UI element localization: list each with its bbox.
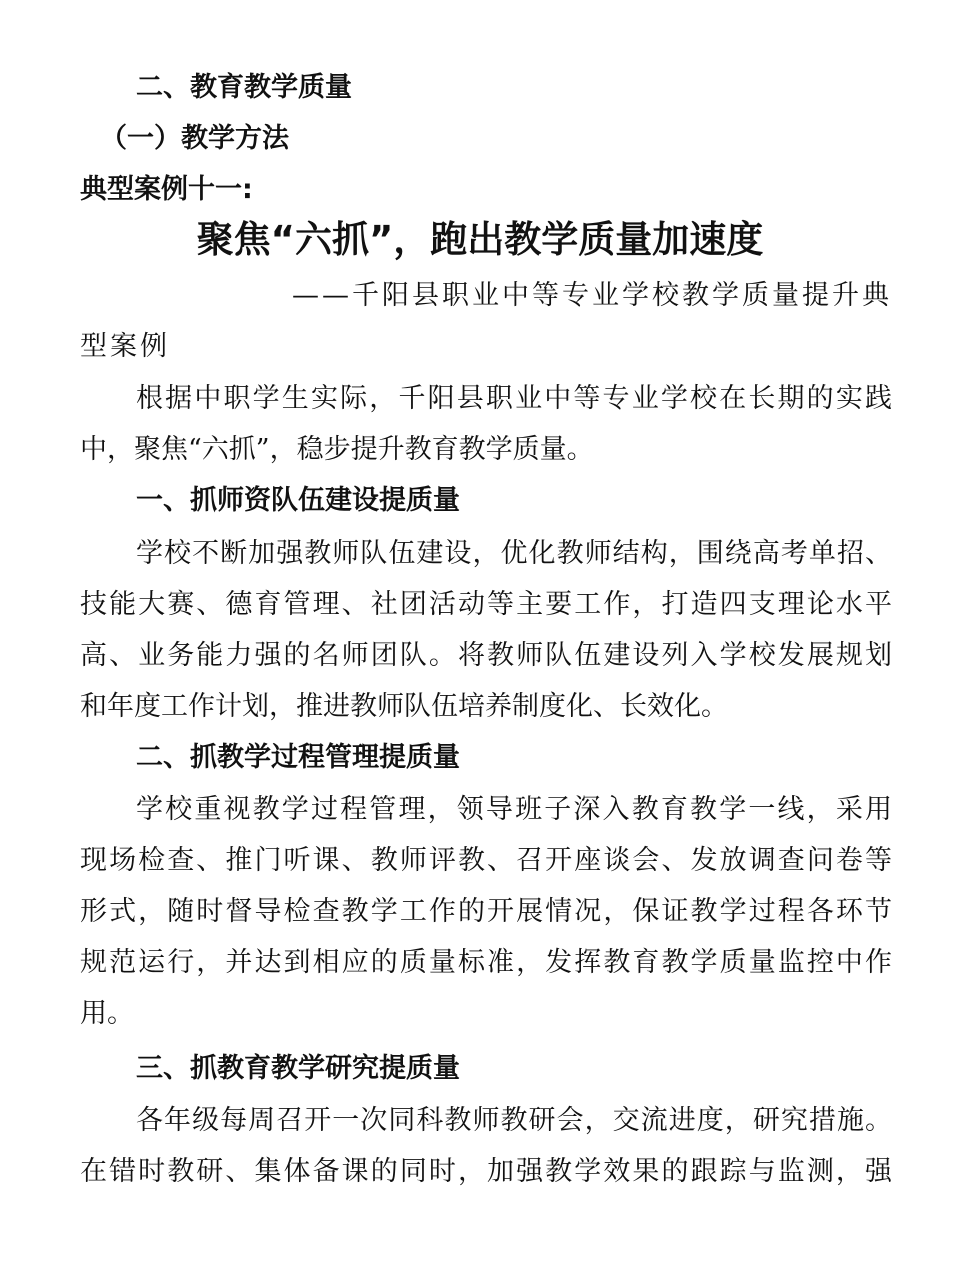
intro-line-2: 中，聚焦“六抓”，稳步提升教育教学质量。: [80, 434, 594, 465]
section1-line-2: 技能大赛、德育管理、社团活动等主要工作，打造四支理论水平: [80, 589, 892, 620]
case-label: 典型案例十一:: [80, 174, 253, 205]
subtitle-line-1: ——千阳县职业中等专业学校教学质量提升典: [292, 280, 892, 311]
section2-line-3: 形式，随时督导检查教学工作的开展情况，保证教学过程各环节: [80, 896, 892, 927]
section2-line-2: 现场检查、推门听课、教师评教、召开座谈会、发放调查问卷等: [80, 845, 892, 876]
section1-line-1: 学校不断加强教师队伍建设，优化教师结构，围绕高考单招、: [136, 538, 892, 569]
section1-line-4: 和年度工作计划，推进教师队伍培养制度化、长效化。: [80, 691, 728, 722]
section2-line-1: 学校重视教学过程管理，领导班子深入教育教学一线，采用: [136, 794, 892, 825]
intro-line-1: 根据中职学生实际，千阳县职业中等专业学校在长期的实践: [136, 383, 892, 414]
section2-line-4: 规范运行，并达到相应的质量标准，发挥教育教学质量监控中作: [80, 947, 892, 978]
section-heading: 二、教育教学质量: [136, 72, 352, 103]
subtitle-line-2: 型案例: [80, 331, 170, 362]
subsection-heading: （一）教学方法: [100, 123, 289, 154]
section1-heading: 一、抓师资队伍建设提质量: [136, 485, 460, 516]
section3-heading: 三、抓教育教学研究提质量: [136, 1053, 460, 1084]
section3-line-2: 在错时教研、集体备课的同时，加强教学效果的跟踪与监测，强: [80, 1156, 892, 1187]
section3-line-1: 各年级每周召开一次同科教师教研会，交流进度，研究措施。: [136, 1105, 892, 1136]
page-title: 聚焦“六抓”，跑出教学质量加速度: [196, 218, 764, 261]
section2-line-5: 用。: [80, 998, 134, 1029]
section1-line-3: 高、业务能力强的名师团队。将教师队伍建设列入学校发展规划: [80, 640, 892, 671]
section2-heading: 二、抓教学过程管理提质量: [136, 742, 460, 773]
